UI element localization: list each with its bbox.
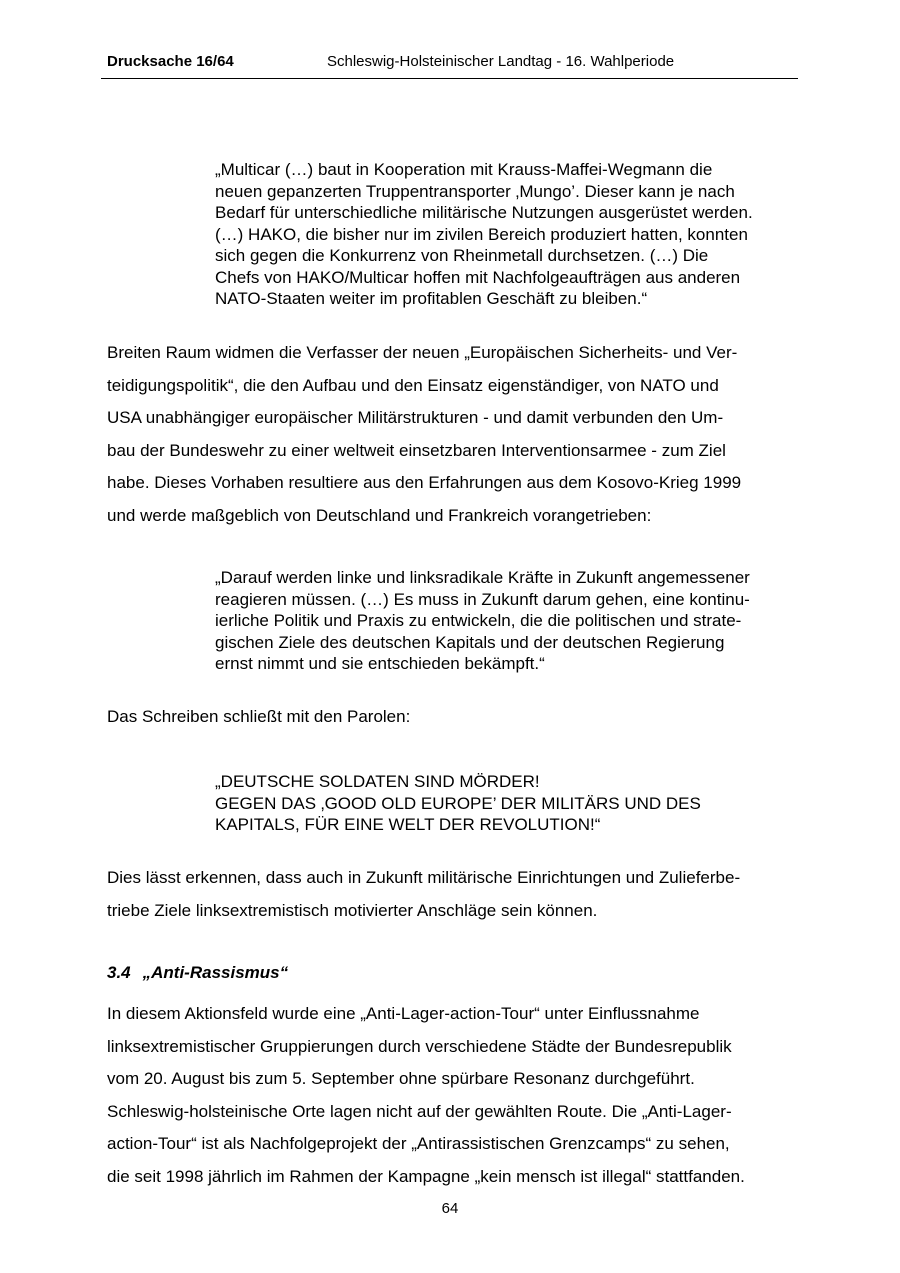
paragraph-slogans-intro — [107, 701, 797, 734]
text-line: „Darauf werden linke und linksradikale Kräfte in Zukunft angemessener — [215, 568, 750, 587]
text-line: sich gegen die Konkurrenz von Rheinmetall durchsetzen. (…) Die — [215, 246, 709, 265]
text-line: Chefs von HAKO/Multicar hoffen mit Nachfolgeaufträgen aus anderen — [215, 267, 741, 287]
section-heading — [107, 963, 288, 983]
text-line: neuen gepanzerten Truppentransporter ‚Mungo’. Dieser kann je nach — [215, 181, 735, 201]
text-line: NATO-Staaten weiter im profitablen Geschäft zu bleiben.“ — [215, 289, 648, 308]
text-line: bau der Bundeswehr zu einer weltweit einsetzbaren Interventionsarmee - zum Ziel — [107, 440, 726, 460]
text-line: GEGEN DAS ‚GOOD OLD EUROPE’ DER MILITÄRS UND DES — [215, 793, 701, 813]
text-line: „Multicar (…) baut in Kooperation mit Krauss-Maffei-Wegmann die — [215, 160, 713, 179]
section-title: „Anti-Rassismus“ — [142, 963, 289, 982]
page-header — [101, 52, 798, 79]
document-number: Drucksache 16/64 — [107, 53, 234, 70]
text-line: vom 20. August bis zum 5. September ohne spürbare Resonanz durchgeführt. — [107, 1069, 695, 1088]
text-line: habe. Dieses Vorhaben resultiere aus den Erfahrungen aus dem Kosovo-Krieg 1999 — [107, 473, 742, 492]
text-line: ernst nimmt und sie entschieden bekämpft.“ — [215, 654, 545, 673]
text-line: ierliche Politik und Praxis zu entwickeln, die die politischen und strate- — [215, 611, 742, 630]
text-line: Das Schreiben schließt mit den Parolen: — [107, 707, 411, 726]
paragraph-conclusion — [107, 862, 797, 927]
text-line: In diesem Aktionsfeld wurde eine „Anti-Lager-action-Tour“ unter Einflussnahme — [107, 1004, 700, 1023]
text-line: USA unabhängiger europäischer Militärstrukturen - und damit verbunden den Um- — [107, 408, 724, 427]
page-number: 64 — [441, 1200, 459, 1217]
quote-slogans — [215, 771, 805, 836]
parliament-title: Schleswig-Holsteinischer Landtag - 16. Wahlperiode — [327, 53, 675, 70]
text-line: Schleswig-holsteinische Orte lagen nicht auf der gewählten Route. Die „Anti-Lager- — [107, 1101, 732, 1121]
text-line: linksextremistischer Gruppierungen durch verschiedene Städte der Bundesrepublik — [107, 1036, 732, 1056]
quote-leftist-forces — [215, 567, 805, 675]
text-line: action-Tour“ ist als Nachfolgeprojekt der „Antirassistischen Grenzcamps“ zu sehen, — [107, 1134, 730, 1153]
paragraph-european-policy — [107, 337, 797, 532]
text-line: Bedarf für unterschiedliche militärische Nutzungen ausgerüstet werden. — [215, 203, 753, 222]
text-line: Breiten Raum widmen die Verfasser der neuen „Europäischen Sicherheits- und Ver- — [107, 343, 738, 362]
quote-multicar — [215, 159, 805, 310]
text-line: reagieren müssen. (…) Es muss in Zukunft darum gehen, eine kontinu- — [215, 589, 750, 609]
text-line: teidigungspolitik“, die den Aufbau und den Einsatz eigenständiger, von NATO und — [107, 375, 719, 395]
text-line: die seit 1998 jährlich im Rahmen der Kampagne „kein mensch ist illegal“ stattfanden. — [107, 1166, 745, 1186]
paragraph-anti-lager-tour — [107, 998, 797, 1193]
text-line: KAPITALS, FÜR EINE WELT DER REVOLUTION!“ — [215, 815, 601, 834]
section-number: 3.4 — [107, 963, 131, 982]
text-line: triebe Ziele linksextremistisch motivierter Anschläge sein können. — [107, 900, 598, 920]
text-line: gischen Ziele des deutschen Kapitals und der deutschen Regierung — [215, 632, 725, 652]
text-line: (…) HAKO, die bisher nur im zivilen Bereich produziert hatten, konnten — [215, 224, 748, 244]
text-line: und werde maßgeblich von Deutschland und Frankreich vorangetrieben: — [107, 505, 652, 525]
text-line: Dies lässt erkennen, dass auch in Zukunft militärische Einrichtungen und Zulieferbe- — [107, 868, 741, 887]
text-line: „DEUTSCHE SOLDATEN SIND MÖRDER! — [215, 772, 540, 791]
